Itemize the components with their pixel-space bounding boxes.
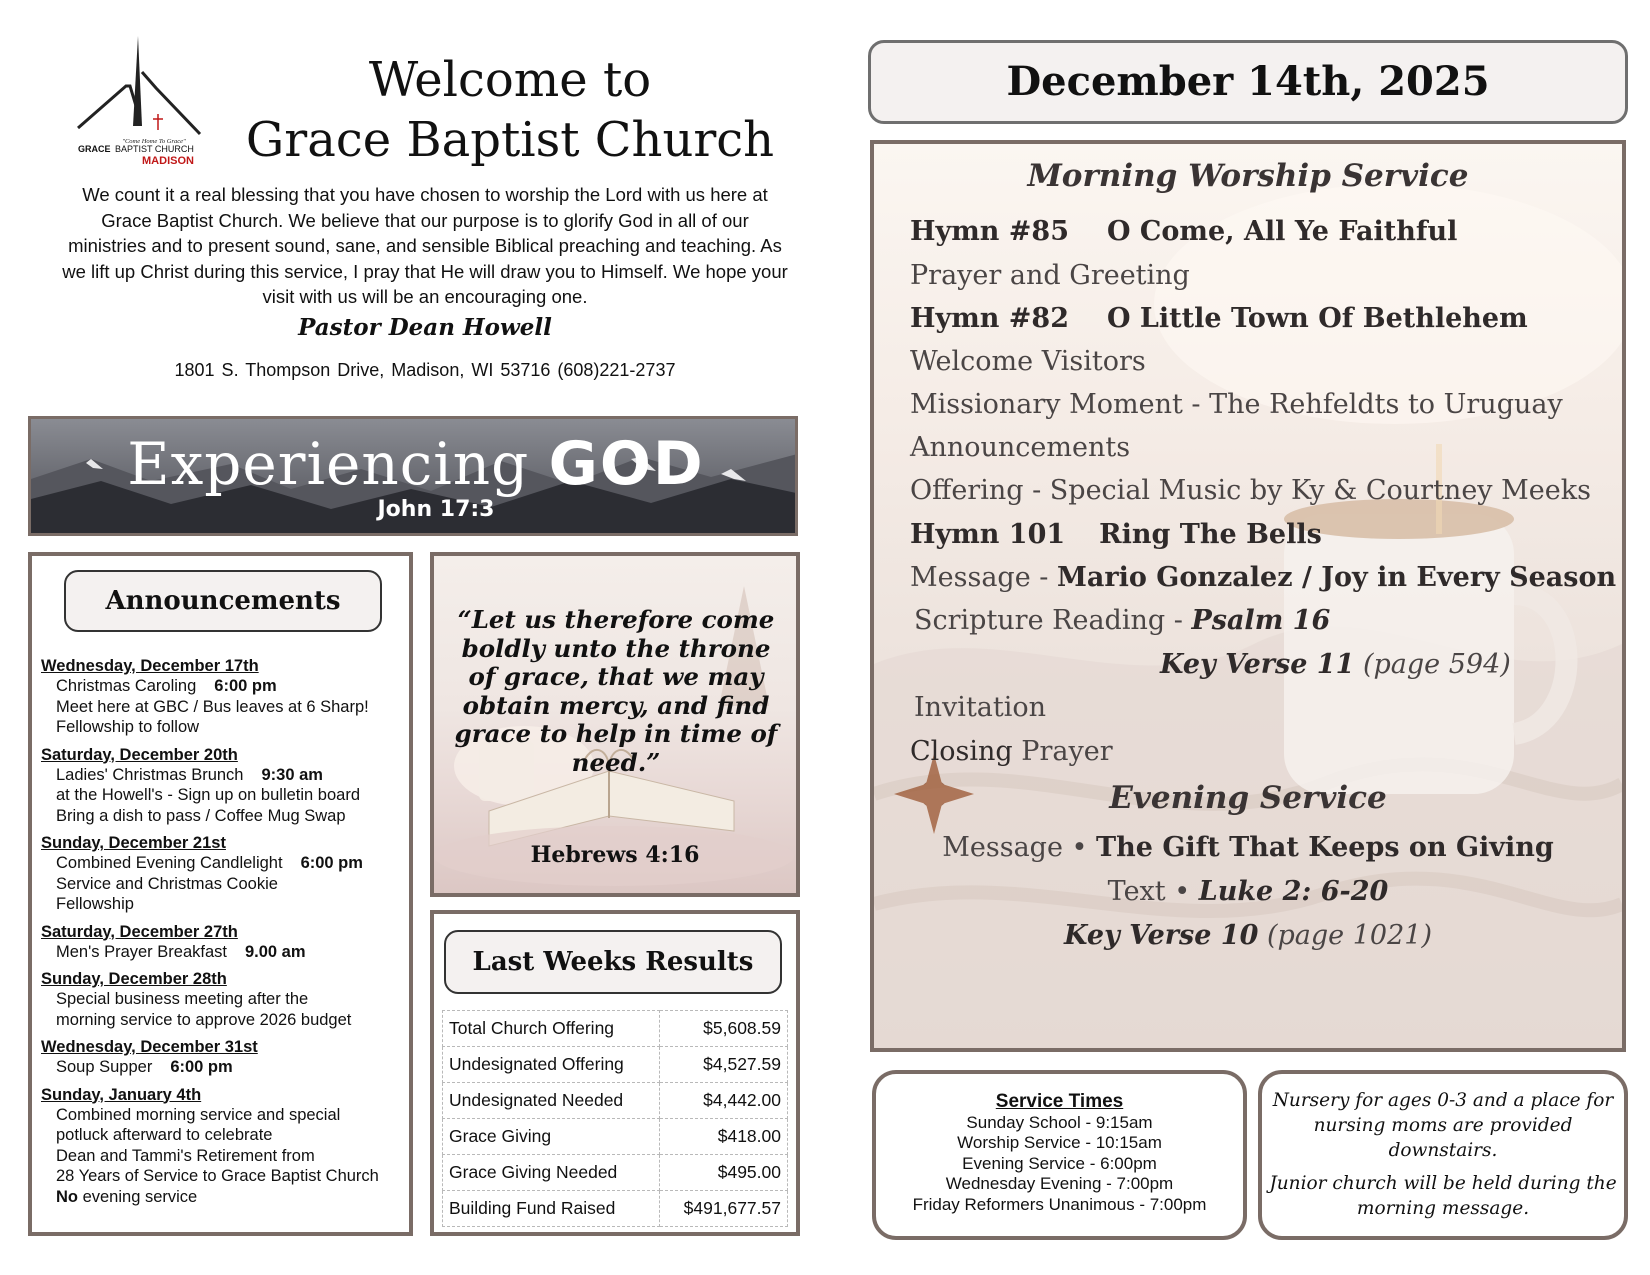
announcement-item (41, 1037, 411, 1078)
hymn-3-number: Hymn 101 (910, 519, 1066, 550)
results-label: Total Church Offering (443, 1011, 660, 1047)
results-row (443, 1083, 788, 1119)
church-logo (70, 34, 210, 174)
prayer-and-greeting: Prayer and Greeting (910, 260, 1190, 291)
announcement-text: Ladies' Christmas Brunch (56, 765, 244, 784)
hymn-1-number: Hymn #85 (910, 216, 1069, 247)
results-row (443, 1155, 788, 1191)
announcement-text: potluck afterward to celebrate (56, 1126, 273, 1144)
invitation: Invitation (914, 692, 1047, 723)
results-label: Grace Giving (443, 1119, 660, 1155)
announcement-text: evening service (78, 1187, 198, 1206)
service-times-title: Service Times (995, 1091, 1124, 1112)
results-amount: $4,442.00 (660, 1083, 788, 1119)
evening-message-title: The Gift That Keeps on Giving (1096, 832, 1554, 863)
welcome-visitors: Welcome Visitors (910, 346, 1146, 377)
scripture-label: Scripture Reading - (914, 605, 1192, 636)
results-amount: $491,677.57 (660, 1191, 788, 1227)
sermon-series-banner (28, 416, 798, 536)
evening-message-label: Message • (942, 832, 1097, 863)
evening-key-verse (874, 920, 1622, 951)
service-time-line: Wednesday Evening - 7:00pm (945, 1174, 1174, 1193)
results-row (443, 1047, 788, 1083)
results-row (443, 1119, 788, 1155)
announcement-emphasis: No (56, 1187, 78, 1206)
announcement-item (41, 745, 411, 827)
scripture-reference: Psalm 16 (1191, 605, 1331, 636)
announcement-date: Saturday, December 20th (41, 745, 238, 764)
hymn-3-title: Ring The Bells (1099, 519, 1322, 550)
announcement-item (41, 922, 411, 963)
service-time-line: Evening Service - 6:00pm (962, 1153, 1157, 1173)
offering: Offering - Special Music by Ky & Courtney Meeks (910, 475, 1591, 506)
results-row (443, 1011, 788, 1047)
church-address: 1801 S. Thompson Drive, Madison, WI 53716 (608)221-2737 (174, 360, 676, 380)
evening-text-reference: Luke 2: 6-20 (1198, 876, 1389, 907)
morning-message-label: Message - (910, 562, 1057, 593)
announcement-detail (41, 1146, 411, 1167)
announcement-time: 9:30 am (261, 765, 323, 784)
hymn-2-number: Hymn #82 (910, 303, 1069, 334)
announcement-item (41, 1085, 411, 1208)
results-amount: $4,527.59 (660, 1047, 788, 1083)
announcement-detail (41, 1105, 411, 1126)
announcements-title: Announcements (64, 570, 382, 632)
results-table (442, 1010, 788, 1227)
welcome-title-line2: Grace Baptist Church (245, 112, 775, 168)
evening-text (874, 876, 1622, 907)
service-time-line: Sunday School - 9:15am (966, 1112, 1153, 1132)
announcement-text: 28 Years of Service to Grace Baptist Church (56, 1167, 379, 1185)
verse-quote: “Let us therefore come boldly unto the throne of grace, that we may obtain mercy, and find grace to help in time of need.” (454, 605, 778, 777)
announcement-time: 6:00 pm (170, 1058, 233, 1076)
announcement-detail (41, 785, 411, 806)
results-title: Last Weeks Results (444, 930, 782, 994)
hymn-1-title: O Come, All Ye Faithful (1107, 216, 1458, 247)
announcement-detail (41, 697, 411, 718)
welcome-paragraph: We count it a real blessing that you have chosen to worship the Lord with us here at Grace Baptist Church. We believe that our purpose is to glorify God in all of our ministries and to present sound, sane, and sensible Biblical preaching and teaching. As we lift up Christ during this service, I pray that He will draw you to Himself. We hope your visit with us will be an encouraging one. (62, 184, 788, 307)
results-amount: $495.00 (660, 1155, 788, 1191)
results-amount: $5,608.59 (660, 1011, 788, 1047)
results-row (443, 1191, 788, 1227)
welcome-title-line1: Welcome to (368, 52, 652, 108)
announcement-text: Dean and Tammi's Retirement from (56, 1146, 315, 1165)
order-of-service-panel (870, 140, 1626, 1052)
announcement-date: Wednesday, December 31st (41, 1038, 258, 1056)
welcome-title (240, 50, 780, 170)
results-panel (430, 910, 800, 1236)
results-label: Building Fund Raised (443, 1191, 660, 1227)
closing-prayer-word: Prayer (1012, 736, 1113, 767)
closing-prayer (910, 736, 1113, 767)
missionary-moment: Missionary Moment - The Rehfeldts to Uruguay (910, 389, 1563, 420)
morning-service-title: Morning Worship Service (1027, 158, 1469, 194)
announcement-detail (41, 874, 411, 895)
announcement-date: Wednesday, December 17th (41, 657, 259, 675)
announcement-detail (41, 942, 411, 963)
morning-key-verse (1160, 649, 1511, 680)
evening-key-verse-page: (page 1021) (1258, 920, 1432, 951)
results-label: Grace Giving Needed (443, 1155, 660, 1191)
announcement-detail (41, 676, 411, 697)
pastor-signature: Pastor Dean Howell (298, 314, 552, 341)
service-times-panel (872, 1070, 1247, 1240)
announcement-detail (41, 894, 411, 915)
logo-tagline: "Come Home To Grace" (122, 138, 186, 145)
service-date: December 14th, 2025 (868, 40, 1628, 124)
hymn-1 (910, 216, 1457, 247)
announcement-text: morning service to approve 2026 budget (56, 1010, 352, 1029)
announcement-detail (41, 717, 411, 738)
nursery-panel (1258, 1070, 1628, 1240)
service-time-line: Worship Service - 10:15am (957, 1133, 1162, 1152)
logo-name-bold: GRACE (78, 144, 111, 154)
junior-church-note: Junior church will be held during the morning message. (1269, 1173, 1617, 1219)
morning-message (910, 562, 1616, 593)
announcement-text: Soup Supper (56, 1058, 153, 1076)
closing-word: Closing (910, 736, 1013, 767)
banner-reference: John 17:3 (377, 497, 495, 522)
announcement-text: Fellowship (56, 895, 134, 913)
announcements-item: Announcements (910, 432, 1131, 463)
announcement-item (41, 833, 411, 915)
announcement-item (41, 969, 411, 1030)
morning-message-title: Mario Gonzalez / Joy in Every Season (1056, 562, 1617, 593)
announcements-list (41, 656, 411, 1214)
morning-key-verse-label: Key Verse 11 (1160, 649, 1355, 680)
announcement-text: Fellowship to follow (56, 718, 200, 736)
morning-key-verse-page: (page 594) (1354, 649, 1511, 680)
announcement-detail (41, 1125, 411, 1146)
announcement-text: Special business meeting after the (56, 990, 309, 1008)
results-label: Undesignated Offering (443, 1047, 660, 1083)
announcement-text: Service and Christmas Cookie (56, 874, 278, 893)
evening-message (874, 832, 1622, 863)
announcement-text: Meet here at GBC / Bus leaves at 6 Sharp! (56, 697, 369, 716)
announcement-detail (41, 989, 411, 1010)
announcement-text: Christmas Caroling (56, 677, 197, 695)
announcement-time: 9.00 am (244, 942, 306, 961)
announcement-text: at the Howell's - Sign up on bulletin board (56, 786, 361, 804)
announcements-panel (28, 552, 413, 1236)
banner-word-god: GOD (548, 429, 705, 499)
announcement-detail (41, 806, 411, 827)
hymn-2-title: O Little Town Of Bethlehem (1107, 303, 1528, 334)
logo-city: MADISON (142, 155, 194, 167)
results-amount: $418.00 (660, 1119, 788, 1155)
service-times-list (876, 1113, 1243, 1216)
evening-text-label: Text • (1107, 876, 1199, 907)
hymn-2 (910, 303, 1528, 334)
announcement-date: Sunday, December 21st (41, 834, 226, 852)
evening-key-verse-label: Key Verse 10 (1064, 920, 1259, 951)
announcement-time: 6:00 pm (214, 677, 277, 695)
announcement-date: Saturday, December 27th (41, 922, 238, 941)
announcement-detail (41, 1166, 411, 1187)
banner-title (31, 431, 798, 497)
announcement-text: Combined morning service and special (56, 1105, 341, 1124)
scripture-reading (914, 605, 1330, 636)
hymn-3 (910, 519, 1322, 550)
evening-service-title: Evening Service (1109, 780, 1387, 816)
announcement-date: Sunday, December 28th (41, 970, 227, 988)
nursery-note: Nursery for ages 0-3 and a place for nursing moms are provided downstairs. (1272, 1090, 1614, 1161)
announcement-detail (41, 1057, 411, 1078)
verse-panel (430, 552, 800, 897)
announcement-item (41, 656, 411, 738)
announcement-detail (41, 765, 411, 786)
verse-reference: Hebrews 4:16 (530, 842, 700, 868)
service-time-line: Friday Reformers Unanimous - 7:00pm (912, 1194, 1207, 1214)
logo-name-rest: BAPTIST CHURCH (115, 144, 194, 154)
announcement-text: Combined Evening Candlelight (56, 854, 283, 872)
announcement-time: 6:00 pm (300, 854, 363, 872)
announcement-detail (41, 1187, 411, 1208)
announcement-detail (41, 853, 411, 874)
announcement-date: Sunday, January 4th (41, 1085, 202, 1104)
announcement-detail (41, 1010, 411, 1031)
announcement-text: Men's Prayer Breakfast (56, 942, 227, 961)
announcement-text: Bring a dish to pass / Coffee Mug Swap (56, 806, 346, 825)
results-label: Undesignated Needed (443, 1083, 660, 1119)
banner-word-experiencing: Experiencing (127, 430, 530, 498)
